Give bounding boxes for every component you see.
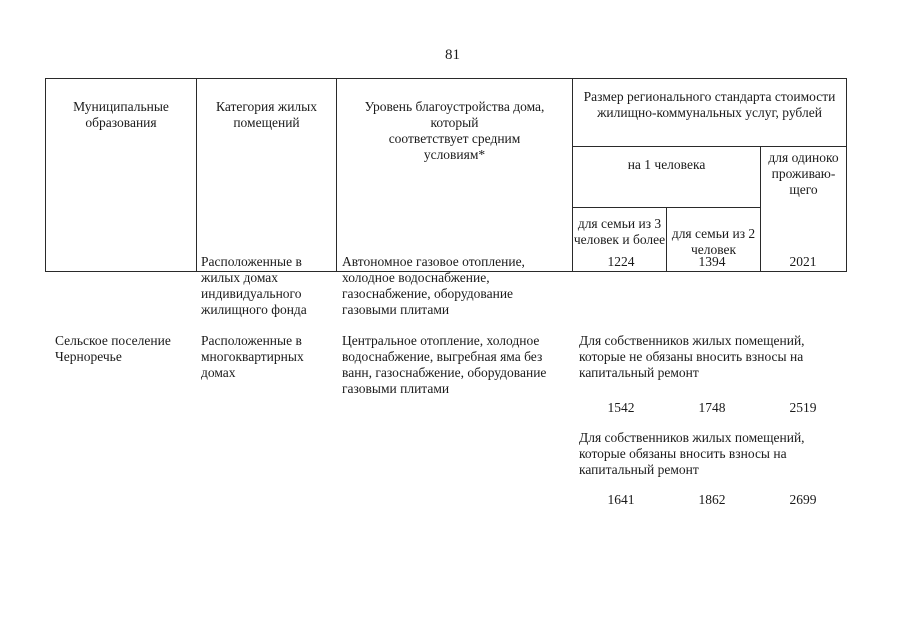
row2-note2-family3: 1641 <box>607 492 635 507</box>
header-improvement-level: Уровень благоустройства дома, который соответствует средним условиям* <box>337 79 573 272</box>
header-family-2: для семьи из 2 человек <box>667 208 761 272</box>
row2-note2-family2: 1862 <box>698 492 726 507</box>
row2-note1-single: 2519 <box>789 400 817 415</box>
row2-improvement: Центральное отопление, холодное водоснабжение, выгребная яма без ванн, газоснабжение, оборудование газовыми плитами <box>342 333 547 396</box>
row2-note-no-capital-repair: Для собственников жилых помещений, которые не обязаны вносить взносы на капитальный ремонт <box>579 333 805 380</box>
header-municipality: Муниципальные образования <box>46 79 197 272</box>
header-family-3: для семьи из 3 человек и более <box>573 208 667 272</box>
row1-family2: 1394 <box>698 254 726 269</box>
page-number: 81 <box>445 47 460 63</box>
row2-note1-family2: 1748 <box>698 400 726 415</box>
header-category: Категория жилых помещений <box>197 79 337 272</box>
row1-family3: 1224 <box>607 254 635 269</box>
row1-category: Расположенные в жилых домах индивидуального жилищного фонда <box>201 254 307 317</box>
header-regional-standard: Размер регионального стандарта стоимости жилищно-коммунальных услуг, рублей <box>573 79 847 147</box>
table-header <box>45 78 847 272</box>
row1-single: 2021 <box>789 254 817 269</box>
header-per-person: на 1 человека <box>573 147 761 208</box>
row2-note-capital-repair: Для собственников жилых помещений, которые обязаны вносить взносы на капитальный ремонт <box>579 430 805 477</box>
row1-improvement: Автономное газовое отопление, холодное водоснабжение, газоснабжение, оборудование газовыми плитами <box>342 254 525 317</box>
row2-note2-single: 2699 <box>789 492 817 507</box>
row2-note1-family3: 1542 <box>607 400 635 415</box>
row2-municipality: Сельское поселение Черноречье <box>55 333 171 364</box>
header-single-resident: для одиноко проживаю-щего <box>761 147 847 272</box>
row2-category: Расположенные в многоквартирных домах <box>201 333 304 380</box>
